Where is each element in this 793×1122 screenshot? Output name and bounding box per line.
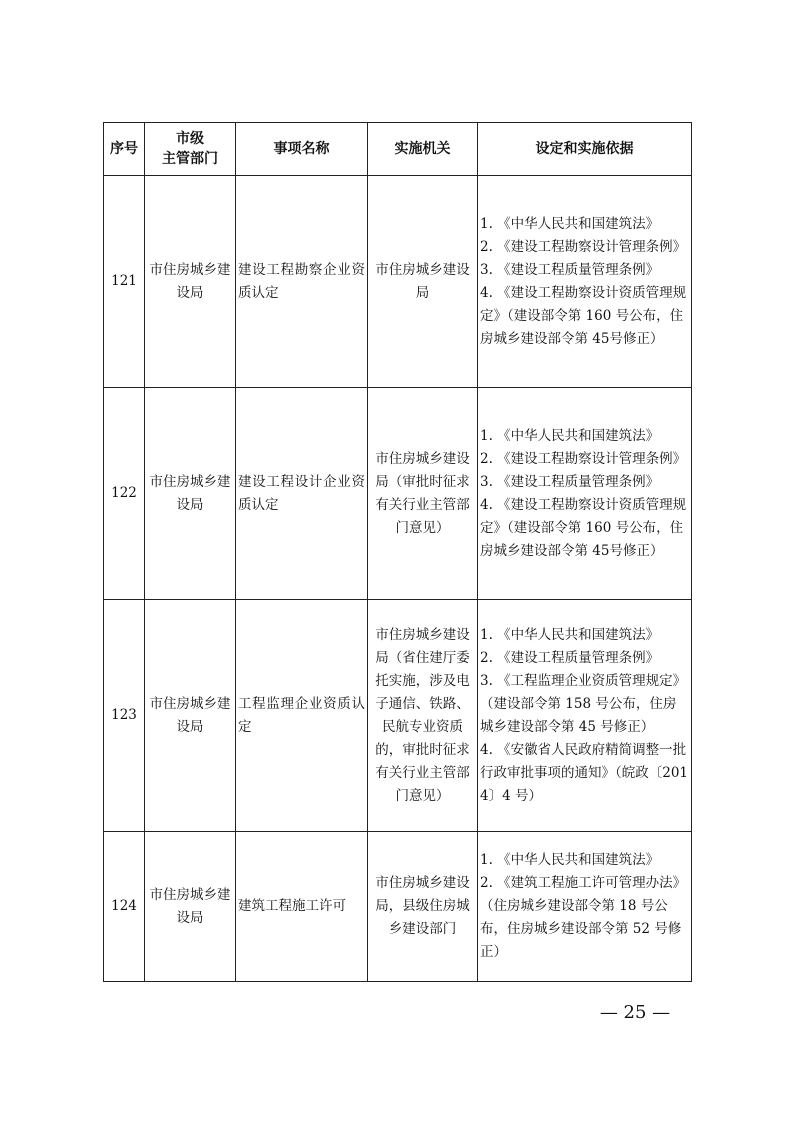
table-row: [104, 388, 692, 600]
row-department: 市住房城乡建设局: [145, 176, 236, 388]
header-basis: 设定和实施依据: [478, 123, 692, 176]
table-row: [104, 176, 692, 388]
row-item-name: 建设工程设计企业资质认定: [236, 388, 368, 600]
row-basis: [478, 832, 692, 982]
basis-item: 4. 《安徽省人民政府精简调整一批行政审批事项的通知》（皖政〔2014〕4 号）: [480, 741, 689, 804]
row-item-name: 工程监理企业资质认定: [236, 600, 368, 832]
basis-item: 2. 《建设工程勘察设计管理条例》: [480, 450, 687, 467]
basis-item: 1. 《中华人民共和国建筑法》: [480, 215, 660, 232]
basis-item: 3. 《建设工程质量管理条例》: [480, 473, 660, 490]
header-name: 事项名称: [236, 123, 368, 176]
row-number: 121: [104, 176, 145, 388]
row-department: 市住房城乡建设局: [145, 600, 236, 832]
basis-item: 2. 《建设工程勘察设计管理条例》: [480, 238, 687, 255]
table-row: [104, 600, 692, 832]
row-authority: 市住房城乡建设局（审批时征求有关行业主管部门意见）: [368, 388, 478, 600]
basis-item: 4. 《建设工程勘察设计资质管理规定》（建设部令第 160 号公布，住房城乡建设部令第 45号修正）: [480, 496, 687, 559]
basis-item: 1. 《中华人民共和国建筑法》: [480, 427, 660, 444]
row-department: 市住房城乡建设局: [145, 388, 236, 600]
row-authority: 市住房城乡建设局，县级住房城乡建设部门: [368, 832, 478, 982]
header-dept: 市级 主管部门: [145, 123, 236, 176]
header-num: 序号: [104, 123, 145, 176]
basis-item: 4. 《建设工程勘察设计资质管理规定》（建设部令第 160 号公布，住房城乡建设部令第 45号修正）: [480, 284, 687, 347]
row-number: 124: [104, 832, 145, 982]
row-basis: [478, 388, 692, 600]
row-item-name: 建筑工程施工许可: [236, 832, 368, 982]
table-header-row: [104, 123, 692, 176]
basis-item: 1. 《中华人民共和国建筑法》: [480, 626, 660, 643]
header-org: 实施机关: [368, 123, 478, 176]
row-basis: [478, 176, 692, 388]
row-authority: 市住房城乡建设局（省住建厅委托实施，涉及电子通信、铁路、民航专业资质的，审批时征求有关行业主管部门意见）: [368, 600, 478, 832]
items-table: [103, 122, 692, 982]
page-number: — 25 —: [599, 1002, 671, 1023]
row-number: 123: [104, 600, 145, 832]
table-row: [104, 832, 692, 982]
basis-item: 1. 《中华人民共和国建筑法》: [480, 852, 660, 868]
basis-item: 3. 《建设工程质量管理条例》: [480, 261, 660, 278]
basis-item: 2. 《建筑工程施工许可管理办法》（住房城乡建设部令第 18 号公布，住房城乡建设部令第 52 号修正）: [480, 875, 687, 960]
basis-item: 3. 《工程监理企业资质管理规定》（建设部令第 158 号公布，住房城乡建设部令第 45 号修正）: [480, 672, 687, 735]
basis-item: 2. 《建设工程质量管理条例》: [480, 649, 660, 666]
row-item-name: 建设工程勘察企业资质认定: [236, 176, 368, 388]
row-number: 122: [104, 388, 145, 600]
row-authority: 市住房城乡建设局: [368, 176, 478, 388]
row-basis: [478, 600, 692, 832]
row-department: 市住房城乡建设局: [145, 832, 236, 982]
